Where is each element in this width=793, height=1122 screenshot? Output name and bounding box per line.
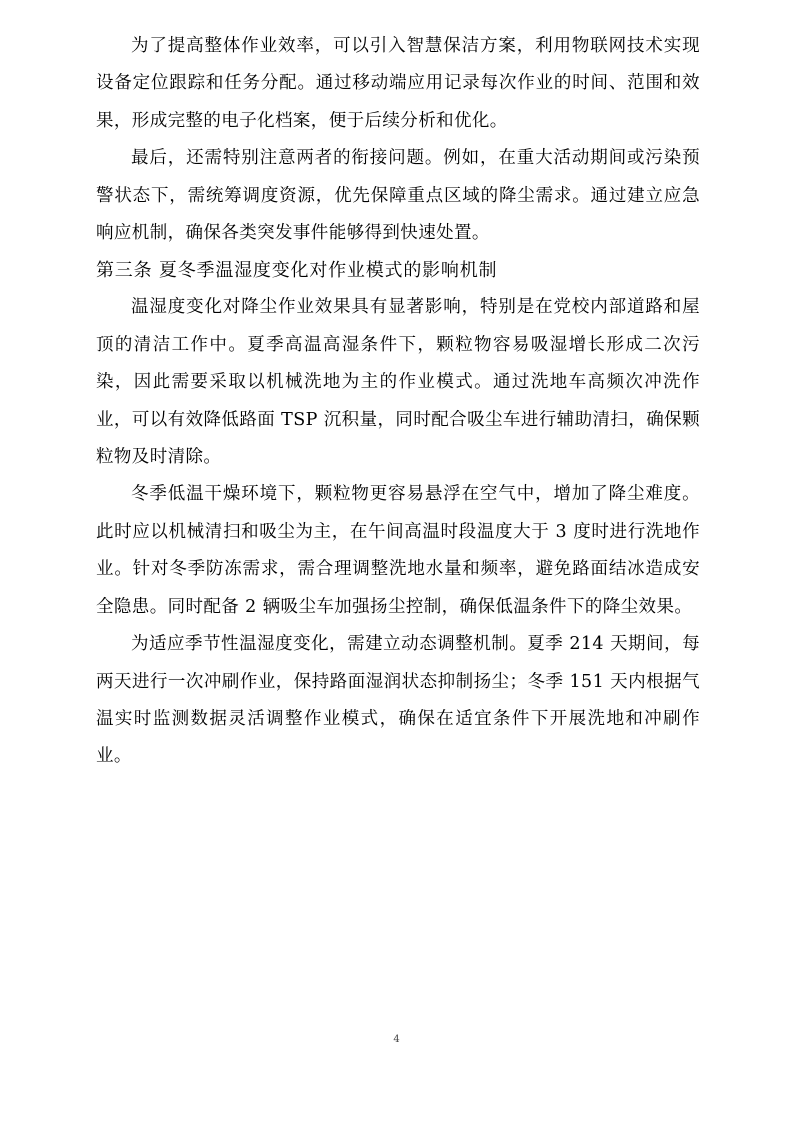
page-number: 4 — [393, 1034, 400, 1045]
paragraph-dynamic-adjustment: 为适应季节性温湿度变化，需建立动态调整机制。夏季 214 天期间，每两天进行一次冲刷作业，保持路面湿润状态抑制扬尘；冬季 151 天内根据气温实时监测数据灵活调整作业模式，确保在适宜条件下开展洗地和冲刷作业。 — [96, 634, 700, 767]
paragraph-summer-mode: 温湿度变化对降尘作业效果具有显著影响，特别是在党校内部道路和屋顶的清洁工作中。夏季高温高湿条件下，颗粒物容易吸湿增长形成二次污染，因此需要采取以机械洗地为主的作业模式。通过洗地车高频次冲洗作业，可以有效降低路面 TSP 沉积量，同时配合吸尘车进行辅助清扫，确保颗粒物及时清除。 — [96, 297, 700, 468]
document-page — [96, 28, 700, 776]
paragraph-coordination: 最后，还需特别注意两者的衔接问题。例如，在重大活动期间或污染预警状态下，需统筹调度资源，优先保障重点区域的降尘需求。通过建立应急响应机制，确保各类突发事件能够得到快速处置。 — [96, 148, 700, 244]
paragraph-winter-mode: 冬季低温干燥环境下，颗粒物更容易悬浮在空气中，增加了降尘难度。此时应以机械清扫和吸尘为主，在午间高温时段温度大于 3 度时进行洗地作业。针对冬季防冻需求，需合理调整洗地水量和频率，避免路面结冰造成安全隐患。同时配备 2 辆吸尘车加强扬尘控制，确保低温条件下的降尘效果。 — [96, 484, 700, 617]
paragraph-smart-cleaning: 为了提高整体作业效率，可以引入智慧保洁方案，利用物联网技术实现设备定位跟踪和任务分配。通过移动端应用记录每次作业的时间、范围和效果，形成完整的电子化档案，便于后续分析和优化。 — [96, 36, 700, 131]
section-heading: 第三条 夏冬季温湿度变化对作业模式的影响机制 — [96, 260, 498, 282]
